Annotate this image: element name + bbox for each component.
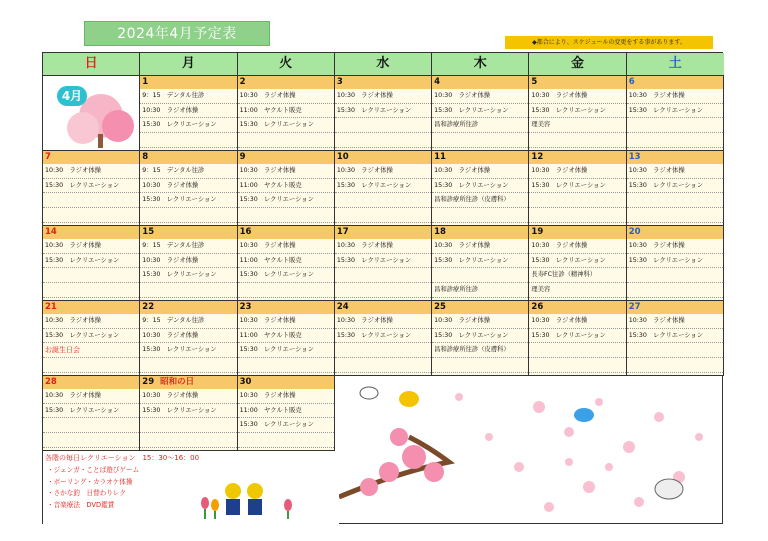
day-cell (43, 226, 140, 301)
schedule-line (335, 358, 431, 373)
legend-item: ・ボーリング・カラオケ体操 (47, 477, 133, 486)
schedule-line (335, 343, 431, 358)
schedule-line: 10:30 ラジオ体操 (335, 239, 431, 254)
day-cell (140, 226, 237, 301)
schedule-line: 10:30 ラジオ体操 (627, 89, 723, 104)
day-number (238, 226, 334, 239)
day-number (529, 76, 625, 89)
day-number-text: 4 (434, 77, 441, 87)
day-number (529, 226, 625, 239)
schedule-change-notice: ◆都合により、スケジュールの変更をする事があります。 (505, 36, 713, 49)
holiday-label: 昭和の日 (160, 377, 195, 387)
weekday-monday: 月 (140, 53, 237, 76)
schedule-line: 15:30 レクリエーション (627, 254, 723, 269)
schedule-line: 昌和診療所往診 (432, 283, 528, 298)
schedule-line: 10:30 ラジオ体操 (238, 239, 334, 254)
schedule-line (529, 193, 625, 208)
schedule-line: 15:30 レクリエーション (238, 268, 334, 283)
legend-title: 各階の毎日レクリエーション 15：30～16：00 (45, 454, 200, 462)
schedule-line: 理美容 (529, 283, 625, 298)
day-number-text: 1 (142, 77, 149, 87)
weekday-wednesday: 水 (335, 53, 432, 76)
schedule-line: 10:30 ラジオ体操 (140, 254, 236, 269)
day-cell (238, 301, 335, 376)
day-number-text: 26 (531, 302, 544, 312)
day-number-text: 18 (434, 227, 446, 237)
schedule-line: 昌和診療所往診 (432, 118, 528, 133)
day-number-text: 12 (531, 152, 544, 162)
day-number-text: 14 (45, 227, 57, 237)
schedule-line: 10:30 ラジオ体操 (238, 314, 334, 329)
schedule-line (335, 283, 431, 298)
day-number-text: 16 (239, 227, 252, 237)
schedule-line (43, 208, 139, 223)
schedule-line (529, 343, 625, 358)
schedule-line (140, 358, 236, 373)
schedule-line (140, 283, 236, 298)
day-cell (140, 376, 237, 451)
day-cell (335, 226, 432, 301)
day-number (335, 76, 431, 89)
schedule-line (140, 208, 236, 223)
schedule-line (335, 193, 431, 208)
day-number (140, 151, 236, 164)
schedule-line: 10:30 ラジオ体操 (43, 239, 139, 254)
schedule-line (432, 358, 528, 373)
day-cell (627, 226, 724, 301)
day-number-text: 2 (239, 77, 246, 87)
schedule-line: 11:00 ヤクルト販売 (238, 404, 334, 419)
schedule-line: 15:30 レクリエーション (43, 254, 139, 269)
schedule-line: 10:30 ラジオ体操 (529, 89, 625, 104)
schedule-line (140, 418, 236, 433)
day-number (140, 301, 236, 314)
day-number (627, 226, 723, 239)
day-cell (140, 76, 237, 151)
schedule-line: 15:30 レクリエーション (43, 179, 139, 194)
day-number-text: 10 (336, 152, 349, 162)
day-cell (529, 226, 626, 301)
schedule-line: 15:30 レクリエーション (627, 329, 723, 344)
day-cell (43, 301, 140, 376)
schedule-line: 長寿FC往診（精神科） (529, 268, 625, 283)
schedule-line: 15:30 レクリエーション (238, 193, 334, 208)
legend-item: ・さかな釣 日替わりレク (47, 489, 126, 497)
day-number-text: 5 (531, 77, 538, 87)
schedule-line (627, 208, 723, 223)
schedule-line: 11:00 ヤクルト販売 (238, 179, 334, 194)
schedule-line: お誕生日会 (43, 343, 139, 358)
schedule-line: 10:30 ラジオ体操 (432, 164, 528, 179)
day-cell (432, 226, 529, 301)
schedule-line: 10:30 ラジオ体操 (140, 179, 236, 194)
schedule-line: 15:30 レクリエーション (529, 179, 625, 194)
day-number (432, 151, 528, 164)
schedule-line: 10:30 ラジオ体操 (238, 389, 334, 404)
schedule-line (432, 208, 528, 223)
schedule-line: 理美容 (529, 118, 625, 133)
day-number-text: 22 (142, 302, 155, 312)
day-number-text: 11 (434, 152, 446, 162)
day-cell (238, 376, 335, 451)
day-cell (335, 76, 432, 151)
schedule-line: 10:30 ラジオ体操 (43, 314, 139, 329)
day-cell (140, 151, 237, 226)
schedule-line (432, 268, 528, 283)
schedule-line (432, 373, 528, 376)
day-number-text: 19 (531, 227, 544, 237)
schedule-line: 15:30 レクリエーション (529, 329, 625, 344)
day-number (43, 226, 139, 239)
day-cell (529, 301, 626, 376)
day-number-text: 21 (45, 302, 57, 312)
schedule-line: 10:30 ラジオ体操 (140, 389, 236, 404)
weekday-thursday: 木 (432, 53, 529, 76)
day-number-text: 23 (239, 302, 252, 312)
cherry-blossom-illustration (339, 377, 724, 525)
day-number-text: 24 (336, 302, 349, 312)
schedule-line: 10:30 ラジオ体操 (432, 89, 528, 104)
day-number-text: 6 (628, 77, 635, 87)
schedule-line (627, 283, 723, 298)
schedule-line (238, 358, 334, 373)
schedule-line (627, 343, 723, 358)
day-number (627, 151, 723, 164)
legend-item: ・ジェンガ・ことば遊びゲーム (47, 466, 140, 474)
day-cell (238, 151, 335, 226)
schedule-line: 10:30 ラジオ体操 (335, 89, 431, 104)
schedule-line (238, 133, 334, 148)
schedule-line: 15:30 レクリエーション (140, 404, 236, 419)
day-cell (529, 151, 626, 226)
day-number-text: 30 (239, 377, 252, 387)
day-number (140, 376, 236, 389)
day-number-text: 17 (336, 227, 349, 237)
schedule-line: 10:30 ラジオ体操 (529, 164, 625, 179)
schedule-line (432, 133, 528, 148)
schedule-line: 10:30 ラジオ体操 (238, 89, 334, 104)
schedule-line (529, 133, 625, 148)
schedule-line: 15:30 レクリエーション (238, 343, 334, 358)
schedule-line: 15:30 レクリエーション (432, 179, 528, 194)
schedule-line: 15:30 レクリエーション (529, 254, 625, 269)
schedule-line: 10:30 ラジオ体操 (238, 164, 334, 179)
day-cell (627, 301, 724, 376)
day-number (140, 76, 236, 89)
schedule-line (238, 433, 334, 448)
day-number (335, 226, 431, 239)
schedule-line: 15:30 レクリエーション (140, 343, 236, 358)
day-cell (140, 301, 237, 376)
day-cell (335, 151, 432, 226)
weekday-header (43, 53, 724, 76)
schedule-line: 9：15 デンタル往診 (140, 314, 236, 329)
day-number-text: 28 (45, 377, 57, 387)
schedule-line (627, 268, 723, 283)
day-cell (43, 151, 140, 226)
schedule-line: 15:30 レクリエーション (335, 179, 431, 194)
schedule-line: 15:30 レクリエーション (627, 104, 723, 119)
schedule-line (335, 373, 431, 376)
schedule-line: 15:30 レクリエーション (432, 104, 528, 119)
schedule-line: 10:30 ラジオ体操 (432, 314, 528, 329)
day-cell (43, 376, 140, 451)
schedule-line: 15:30 レクリエーション (238, 418, 334, 433)
weekday-saturday: 土 (627, 53, 724, 76)
schedule-line: 9：15 デンタル往診 (140, 239, 236, 254)
day-number (335, 301, 431, 314)
schedule-line: 15:30 レクリエーション (140, 193, 236, 208)
day-number-text: 13 (628, 152, 641, 162)
day-number (238, 76, 334, 89)
schedule-line: 15:30 レクリエーション (140, 268, 236, 283)
day-number-text: 8 (142, 152, 149, 162)
day-number (238, 151, 334, 164)
schedule-line (140, 133, 236, 148)
schedule-line (43, 418, 139, 433)
day-number-text: 20 (628, 227, 641, 237)
day-number-text: 7 (45, 152, 51, 162)
schedule-line (140, 433, 236, 448)
day-number-text: 9 (239, 152, 246, 162)
schedule-line: 15:30 レクリエーション (432, 329, 528, 344)
day-number (432, 226, 528, 239)
day-number-text: 15 (142, 227, 155, 237)
day-number-text: 27 (628, 302, 641, 312)
schedule-line (238, 283, 334, 298)
day-number (529, 301, 625, 314)
schedule-line: 10:30 ラジオ体操 (140, 104, 236, 119)
day-number (627, 301, 723, 314)
day-number (43, 301, 139, 314)
schedule-line (238, 208, 334, 223)
schedule-line: 15:30 レクリエーション (335, 329, 431, 344)
day-number (238, 301, 334, 314)
schedule-line: 11:00 ヤクルト販売 (238, 329, 334, 344)
daily-recreation-legend (43, 451, 339, 525)
schedule-line: 15:30 レクリエーション (238, 118, 334, 133)
schedule-line: 10:30 ラジオ体操 (335, 314, 431, 329)
day-number (432, 301, 528, 314)
day-number-text: 25 (434, 302, 446, 312)
schedule-line: 昌和診療所往診（皮膚科） (432, 193, 528, 208)
schedule-line: 15:30 レクリエーション (43, 404, 139, 419)
day-number (43, 151, 139, 164)
schedule-line (335, 208, 431, 223)
schedule-line: 10:30 ラジオ体操 (43, 389, 139, 404)
schedule-line: 10:30 ラジオ体操 (627, 164, 723, 179)
day-number (238, 376, 334, 389)
schedule-line (43, 193, 139, 208)
schedule-line: 10:30 ラジオ体操 (335, 164, 431, 179)
schedule-line: 15:30 レクリエーション (43, 329, 139, 344)
day-number (140, 226, 236, 239)
day-cell (529, 76, 626, 151)
cherry-tree-icon (43, 76, 140, 151)
schedule-line (529, 373, 625, 376)
page-title: 2024年4月予定表 (84, 21, 270, 46)
day-cell (238, 226, 335, 301)
day-number (432, 76, 528, 89)
schedule-line: 15:30 レクリエーション (140, 118, 236, 133)
schedule-line (335, 268, 431, 283)
schedule-line: 昌和診療所往診（皮膚科） (432, 343, 528, 358)
schedule-line: 10:30 ラジオ体操 (529, 314, 625, 329)
schedule-line: 10:30 ラジオ体操 (140, 329, 236, 344)
schedule-line (43, 433, 139, 448)
schedule-line (43, 268, 139, 283)
schedule-line: 10:30 ラジオ体操 (43, 164, 139, 179)
day-number (335, 151, 431, 164)
day-cell (335, 301, 432, 376)
schedule-line: 11:00 ヤクルト販売 (238, 254, 334, 269)
schedule-line: 10:30 ラジオ体操 (627, 239, 723, 254)
weekday-friday: 金 (529, 53, 626, 76)
schedule-line (529, 208, 625, 223)
day-cell (627, 76, 724, 151)
day-cell (238, 76, 335, 151)
day-number-text: 29 (142, 377, 155, 387)
calendar-grid (42, 52, 723, 524)
schedule-line: 15:30 レクリエーション (335, 254, 431, 269)
schedule-line (627, 118, 723, 133)
weekday-sunday: 日 (43, 53, 140, 76)
weekday-tuesday: 火 (238, 53, 335, 76)
day-cell (432, 151, 529, 226)
schedule-line: 11:00 ヤクルト販売 (238, 104, 334, 119)
schedule-line (627, 133, 723, 148)
schedule-line: 9：15 デンタル往診 (140, 164, 236, 179)
day-number (627, 76, 723, 89)
month-illustration-cell (43, 76, 140, 151)
legend-item: ・音楽療法 DVD鑑賞 (47, 500, 115, 509)
schedule-line: 10:30 ラジオ体操 (627, 314, 723, 329)
day-number (43, 376, 139, 389)
day-cell (627, 151, 724, 226)
schedule-line (627, 358, 723, 373)
schedule-line: 15:30 レクリエーション (335, 104, 431, 119)
schedule-line: 9：15 デンタル往診 (140, 89, 236, 104)
children-illustration (193, 473, 333, 523)
schedule-line: 10:30 ラジオ体操 (529, 239, 625, 254)
schedule-line (43, 283, 139, 298)
month-badge: 4月 (57, 86, 87, 106)
schedule-line: 15:30 レクリエーション (529, 104, 625, 119)
schedule-line (529, 358, 625, 373)
schedule-line (335, 118, 431, 133)
schedule-line: 15:30 レクリエーション (432, 254, 528, 269)
day-number-text: 3 (336, 77, 343, 87)
day-cell (432, 301, 529, 376)
schedule-line: 15:30 レクリエーション (627, 179, 723, 194)
day-number (529, 151, 625, 164)
schedule-line (335, 133, 431, 148)
schedule-line: 10:30 ラジオ体操 (432, 239, 528, 254)
schedule-line (43, 358, 139, 373)
schedule-line (627, 193, 723, 208)
day-cell (432, 76, 529, 151)
schedule-line (627, 373, 723, 376)
